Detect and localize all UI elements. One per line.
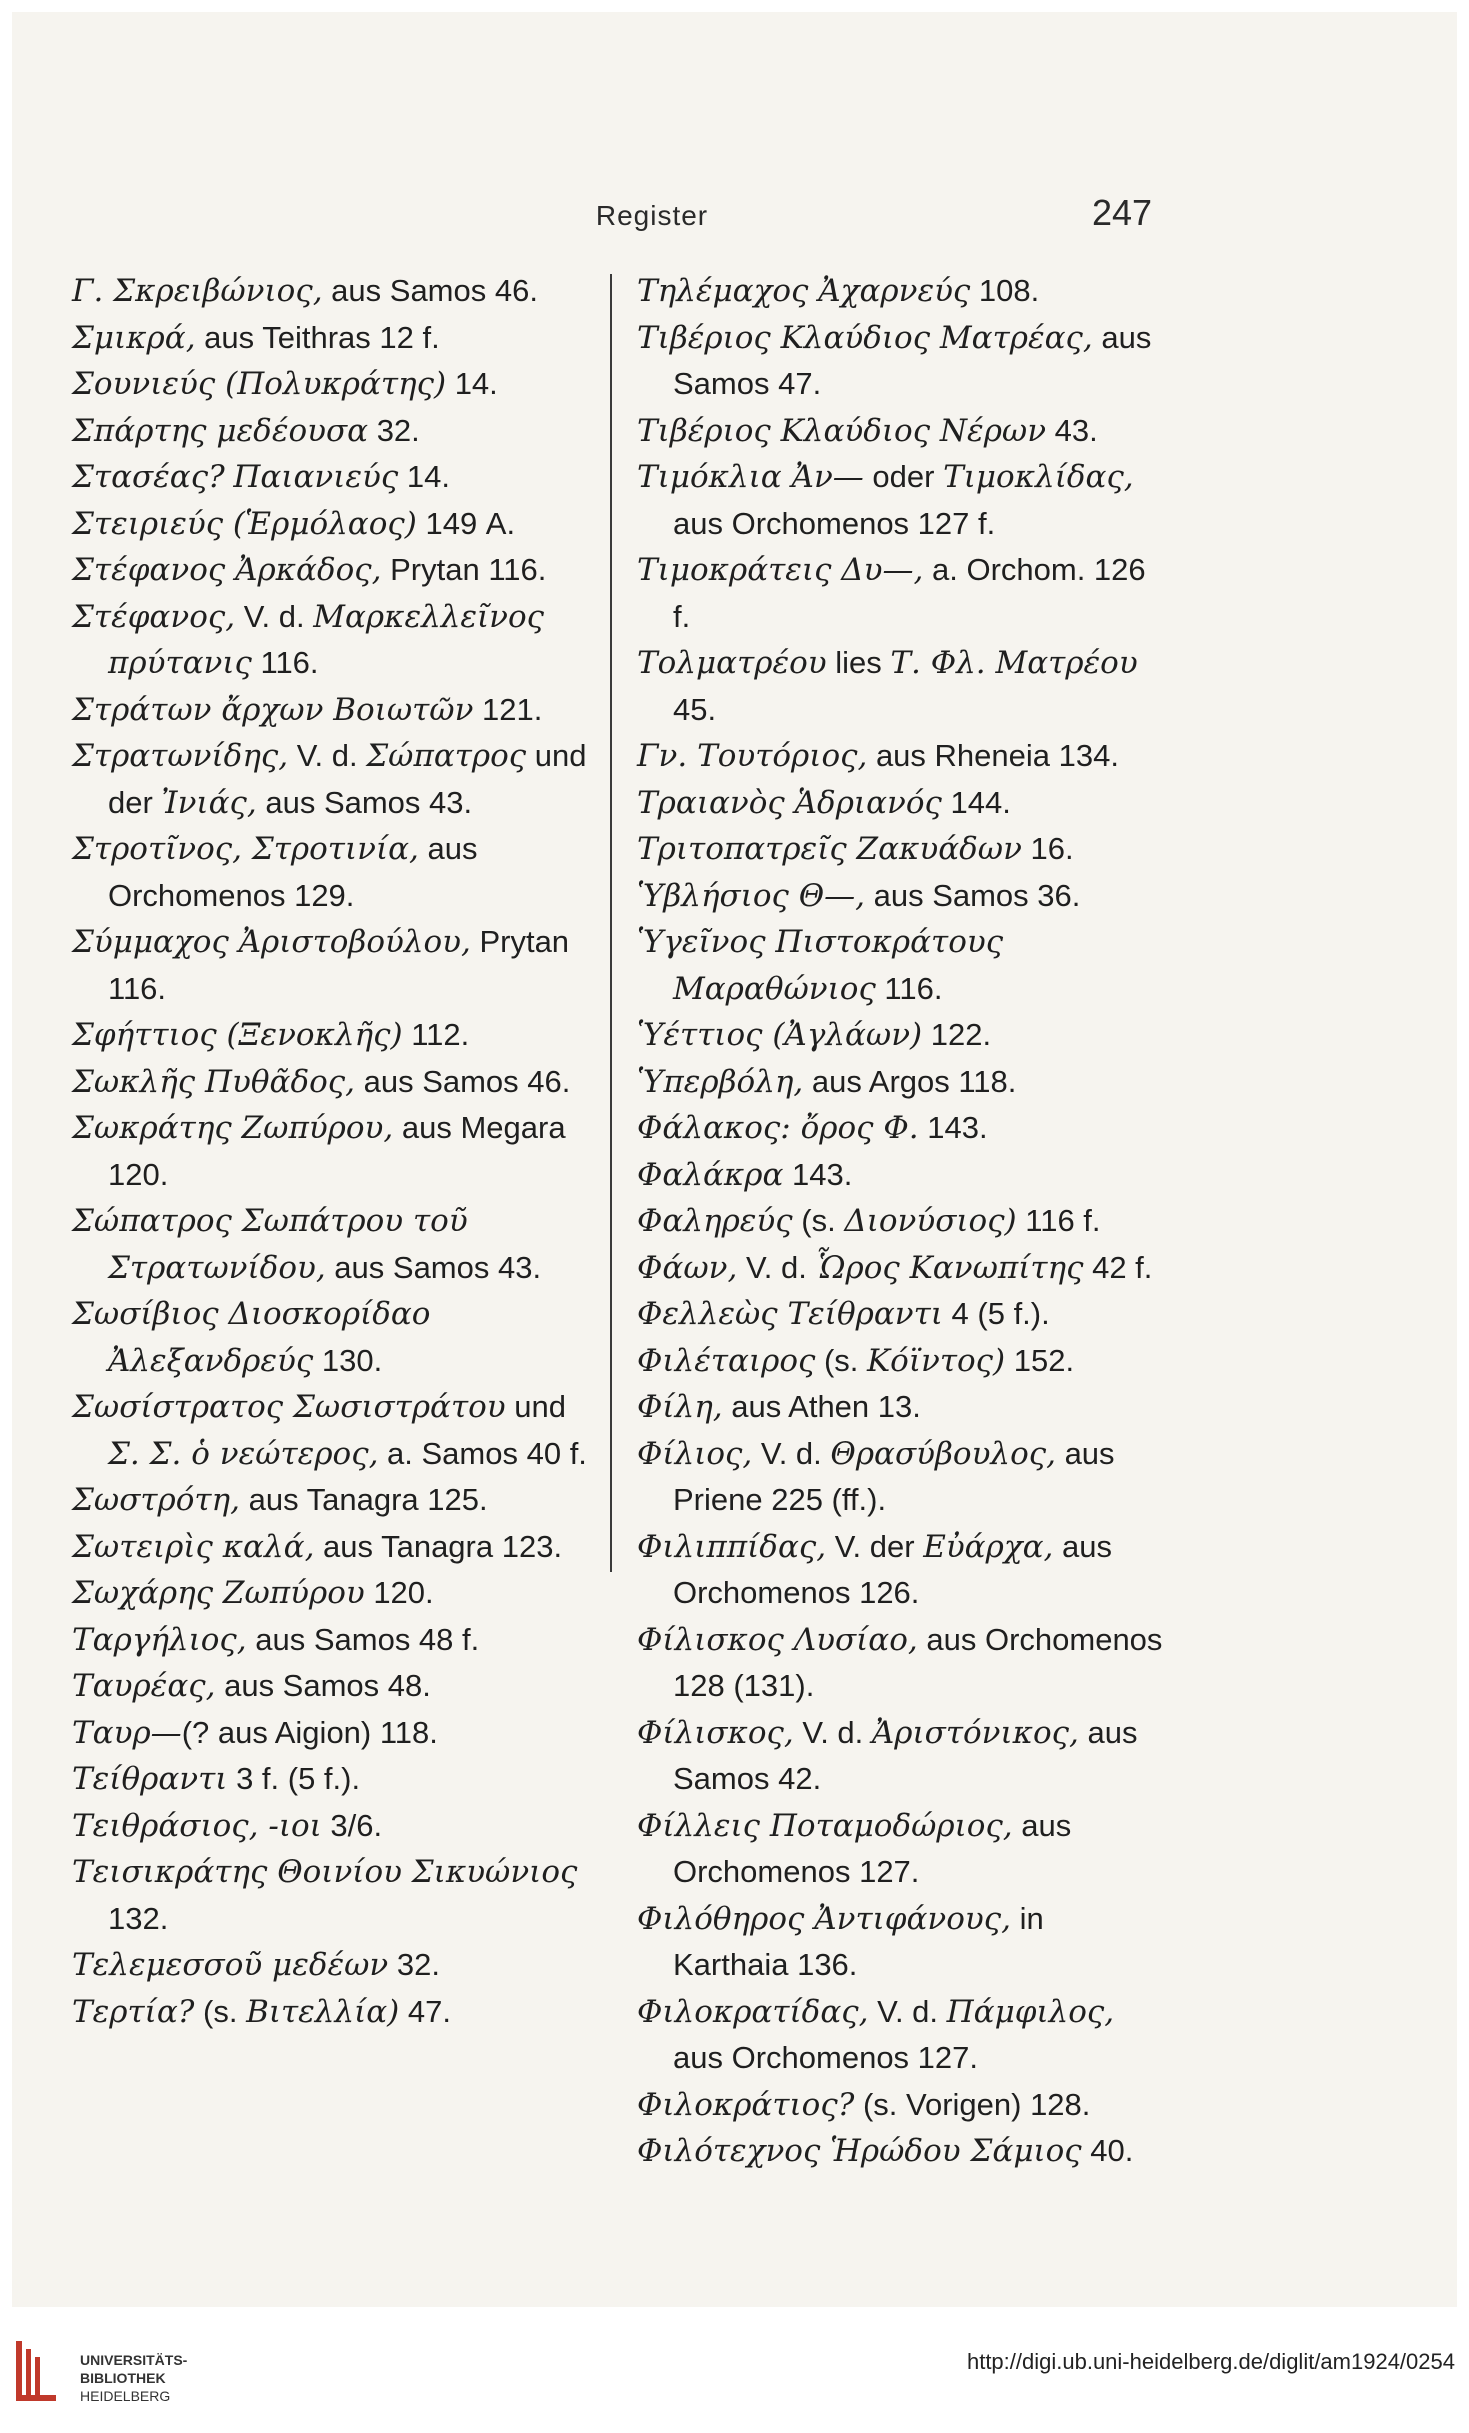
register-entry: [72, 1291, 602, 1384]
register-entry: [637, 1384, 1167, 1431]
greek-name: Φίλισκος,: [637, 1714, 794, 1751]
register-entry: [637, 1245, 1167, 1292]
register-entry: [72, 501, 602, 548]
entry-reference: V. d.: [793, 1714, 872, 1750]
entry-reference: 45.: [673, 691, 717, 727]
greek-name: Τολματρέου: [637, 645, 827, 681]
register-entry: [637, 826, 1167, 873]
entry-reference: 132.: [108, 1900, 169, 1936]
entry-reference: aus Megara 120.: [108, 1110, 566, 1192]
library-name-line3: HEIDELBERG: [80, 2388, 171, 2404]
greek-name: Ὑέττιος (Ἀγλάων): [637, 1017, 923, 1053]
register-entry: [637, 1524, 1167, 1617]
register-entry: [72, 1570, 602, 1617]
greek-name: Ταυρ—: [72, 1714, 182, 1751]
register-column-left: [72, 268, 602, 2035]
entry-reference: aus Rheneia 134.: [867, 738, 1119, 773]
register-entry: [637, 1198, 1167, 1245]
entry-reference: aus Tanagra 125.: [239, 1482, 488, 1517]
greek-name: Σωστρότη,: [72, 1482, 240, 1518]
register-entry: [72, 361, 602, 408]
register-entry: [637, 1105, 1167, 1152]
greek-name: Τιβέριος Κλαύδιος Νέρων: [637, 412, 1047, 449]
register-entry: [72, 268, 602, 315]
entry-reference: (s.: [815, 1342, 868, 1378]
greek-name: Στασέας?: [72, 459, 225, 495]
greek-name: Τιβέριος Κλαύδιος Ματρέας,: [637, 319, 1093, 356]
greek-name: Σωκλῆς Πυθᾶδος,: [72, 1063, 355, 1100]
greek-name: Τιμοκλίδας,: [943, 459, 1134, 495]
footer-bar: [0, 2307, 1469, 2433]
register-entry: [72, 315, 602, 362]
greek-name: Ὑγεῖνος Πιστοκράτους Μαραθώνιος: [637, 924, 1004, 1007]
greek-name: Φαλάκρα: [637, 1156, 784, 1193]
entry-reference: 14.: [446, 366, 498, 401]
greek-name: Φίλλεις Ποταμοδώριος,: [637, 1807, 1013, 1844]
register-entry: [72, 594, 602, 687]
entry-reference: V. d.: [288, 738, 367, 773]
entry-reference: 116.: [251, 645, 319, 680]
scanned-page: [12, 12, 1457, 2307]
entry-reference: aus Orchomenos 127 f.: [673, 505, 996, 541]
entry-reference: aus Orchomenos 127.: [673, 1807, 1072, 1889]
entry-reference: 116 f.: [1016, 1203, 1101, 1238]
library-name-line1: UNIVERSITÄTS-: [80, 2352, 188, 2368]
register-entry: [637, 1291, 1167, 1338]
entry-reference: V. d.: [737, 1249, 816, 1285]
entry-reference: 43.: [1046, 412, 1098, 448]
greek-name: Φαληρεύς: [637, 1203, 793, 1239]
greek-name: Σύμμαχος Ἀριστοβούλου,: [72, 924, 471, 960]
greek-name: Στέφανος Ἀρκάδος,: [72, 552, 382, 588]
register-entry: [72, 408, 602, 455]
greek-name: Ὧρος Κανωπίτης: [815, 1249, 1084, 1286]
greek-name: Παιανιεύς: [233, 459, 399, 495]
entry-reference: 108.: [970, 273, 1040, 308]
greek-name: Σφήττιος (Ξενοκλῆς): [72, 1017, 403, 1053]
register-entry: [72, 454, 602, 501]
greek-name: Θρασύβουλος,: [830, 1435, 1056, 1472]
register-entry: [637, 454, 1167, 547]
greek-name: Σουνιεύς (Πολυκράτης): [72, 366, 447, 402]
entry-reference: Prytan 116.: [381, 552, 547, 587]
entry-reference: oder: [863, 459, 944, 494]
register-entry: [637, 780, 1167, 827]
entry-reference: aus Argos 118.: [803, 1063, 1017, 1099]
entry-reference: aus Priene 225 (ff.).: [673, 1435, 1115, 1517]
greek-name: Τ. Φλ. Ματρέου: [890, 645, 1138, 681]
greek-name: Τιμοκράτεις Δυ—,: [637, 552, 924, 588]
greek-name: Γ. Σκρειβώνιος,: [72, 273, 323, 309]
greek-name: Στρατωνίδης,: [72, 738, 289, 774]
register-entry: [637, 1617, 1167, 1710]
greek-name: Κόϊντος): [867, 1342, 1006, 1379]
entry-reference: 122.: [922, 1017, 992, 1052]
greek-name: Φιλοκράτιος?: [637, 2086, 855, 2123]
entry-reference: Prytan 116.: [108, 924, 570, 1006]
register-entry: [72, 1198, 602, 1291]
greek-name: Εὐάρχα,: [923, 1528, 1054, 1565]
greek-name: Φάων,: [637, 1249, 738, 1286]
greek-name: Στειριεύς (Ἑρμόλαος): [72, 505, 417, 542]
register-entry: [72, 1617, 602, 1664]
entry-reference: 42 f.: [1083, 1249, 1153, 1285]
entry-reference: aus Orchomenos 128 (131).: [673, 1621, 1163, 1703]
greek-name: Σπάρτης μεδέουσα: [72, 412, 369, 449]
entry-reference: 120.: [364, 1575, 434, 1610]
library-name: [80, 2351, 187, 2405]
entry-reference: a. Samos 40 f.: [378, 1435, 587, 1471]
register-entry: [637, 1059, 1167, 1106]
greek-name: Τηλέμαχος Ἀχαρνεύς: [637, 273, 971, 309]
register-entry: [72, 687, 602, 734]
greek-name: Πάμφιλος,: [946, 1993, 1115, 2030]
greek-name: Στράτων ἄρχων Βοιωτῶν: [72, 691, 474, 728]
source-url-link[interactable]: http://digi.ub.uni-heidelberg.de/diglit/am1924/0254: [966, 2349, 1455, 2374]
entry-reference: aus Teithras 12 f.: [195, 319, 440, 355]
entry-reference: 14.: [398, 459, 450, 494]
entry-reference: aus Samos 48 f.: [246, 1621, 480, 1657]
register-entry: [637, 268, 1167, 315]
entry-reference: aus Tanagra 123.: [314, 1528, 563, 1564]
greek-name: Φάλακος: ὄρος Φ.: [637, 1110, 919, 1146]
greek-name: Ταυρέας,: [72, 1668, 216, 1704]
entry-reference: aus Samos 43.: [256, 784, 473, 820]
greek-name: Στέφανος,: [72, 598, 236, 635]
greek-name: Σωχάρης Ζωπύρου: [72, 1575, 365, 1611]
entry-reference: 152.: [1005, 1342, 1075, 1378]
entry-reference: 32.: [368, 412, 420, 448]
entry-reference: aus Samos 46.: [322, 273, 538, 308]
entry-reference: 149 A.: [416, 505, 516, 541]
entry-reference: aus Orchomenos 127.: [673, 2040, 979, 2075]
greek-name: Ὑβλήσιος Θ—,: [637, 877, 865, 914]
register-entry: [72, 547, 602, 594]
entry-reference: 112.: [402, 1017, 470, 1052]
entry-reference: aus Orchomenos 126.: [673, 1528, 1113, 1610]
register-entry: [637, 733, 1167, 780]
register-entry: [72, 1710, 602, 1757]
greek-name: Διονύσιος): [844, 1203, 1017, 1239]
entry-reference: V. d.: [868, 1993, 947, 2029]
register-entry: [637, 1896, 1167, 1989]
register-entry: [72, 1384, 602, 1477]
greek-name: Ἰνιάς,: [161, 784, 257, 821]
register-entry: [637, 547, 1167, 640]
column-divider: [610, 274, 612, 1572]
greek-name: Σωσίβιος Διοσκορίδαο Ἀλεξανδρεύς: [72, 1296, 431, 1379]
greek-name: Σωσίστρατος Σωσιστράτου: [72, 1389, 506, 1425]
entry-reference: aus Orchomenos 129.: [108, 831, 478, 913]
greek-name: Τειθράσιος, -ιοι: [72, 1807, 322, 1844]
greek-name: Φίλη,: [637, 1389, 723, 1425]
entry-reference: 116.: [875, 970, 943, 1006]
greek-name: Τεισικράτης Θοινίου Σικυώνιος: [72, 1854, 578, 1890]
greek-name: Σωκράτης Ζωπύρου,: [72, 1110, 394, 1146]
entry-reference: aus Athen 13.: [722, 1389, 921, 1424]
register-entry: [72, 1663, 602, 1710]
entry-reference: lies: [826, 645, 891, 680]
greek-name: Μαρκελλεῖνος πρύτανις: [108, 598, 545, 681]
greek-name: Φιλοκρατίδας,: [637, 1993, 869, 2030]
register-entry: [637, 315, 1167, 408]
entry-reference: (s. Vorigen) 128.: [854, 2086, 1091, 2122]
greek-name: Φιλόθηρος Ἀντιφάνους,: [637, 1900, 1011, 1937]
greek-name: Στροτῖνος, Στροτινία,: [72, 831, 419, 867]
greek-name: Σ. Σ. ὁ νεώτερος,: [108, 1435, 379, 1472]
greek-name: Ὑπερβόλη,: [637, 1063, 804, 1100]
greek-name: Φιλιππίδας,: [637, 1528, 827, 1565]
entry-reference: aus Samos 46.: [354, 1063, 571, 1099]
page-number: 247: [1092, 192, 1153, 233]
register-entry: [637, 1338, 1167, 1385]
library-logo-icon: [14, 2337, 64, 2407]
entry-reference: 32.: [388, 1947, 440, 1982]
register-entry: [72, 1105, 602, 1198]
register-entry: [637, 1803, 1167, 1896]
register-entry: [72, 1524, 602, 1571]
greek-name: Βιτελλία): [246, 1993, 400, 2030]
greek-name: Φίλιος,: [637, 1435, 753, 1472]
entry-reference: 130.: [313, 1342, 383, 1378]
register-entry: [637, 2128, 1167, 2175]
entry-reference: V. der: [826, 1528, 924, 1564]
register-entry: [637, 640, 1167, 733]
register-entry: [637, 919, 1167, 1012]
greek-name: Τιμόκλια Ἀν—: [637, 459, 864, 495]
greek-name: Φελλεὼς Τείθραντι: [637, 1296, 943, 1332]
greek-name: Τραιανὸς Ἁδριανός: [637, 784, 942, 821]
greek-name: Τελεμεσσοῦ μεδέων: [72, 1947, 389, 1983]
greek-name: Σώπατρος: [366, 738, 527, 774]
greek-name: Ἀριστόνικος,: [871, 1714, 1079, 1751]
library-name-line2: BIBLIOTHEK: [80, 2370, 166, 2386]
entry-reference: a. Orchom. 126 f.: [673, 552, 1146, 634]
entry-reference: 3/6.: [321, 1807, 383, 1843]
register-entry: [72, 826, 602, 919]
entry-reference: und der: [108, 738, 587, 820]
entry-reference: 143.: [918, 1110, 988, 1145]
greek-name: Τριτοπατρεῖς Ζακυάδων: [637, 831, 1022, 867]
register-entry: [637, 1989, 1167, 2082]
entry-reference: aus Samos 42.: [673, 1714, 1138, 1796]
entry-reference: 40.: [1081, 2133, 1134, 2168]
entry-reference: in Karthaia 136.: [673, 1900, 1044, 1982]
entry-reference: V. d.: [235, 598, 314, 634]
register-entry: [72, 919, 602, 1012]
register-entry: [637, 2082, 1167, 2129]
register-entry: [637, 1012, 1167, 1059]
register-entry: [637, 1431, 1167, 1524]
register-entry: [72, 1012, 602, 1059]
greek-name: Σμικρά,: [72, 319, 196, 356]
greek-name: Σώπατρος Σωπάτρου τοῦ Στρατωνίδου,: [72, 1203, 468, 1286]
entry-reference: 16.: [1021, 831, 1074, 866]
register-column-right: [637, 268, 1167, 2175]
entry-reference: 121.: [473, 691, 543, 727]
greek-name: Τερτία?: [72, 1993, 195, 2030]
running-header: Register: [595, 200, 709, 231]
greek-name: Γν. Τουτόριος,: [637, 738, 868, 774]
entry-reference: (s.: [792, 1203, 845, 1238]
register-entry: [72, 1942, 602, 1989]
entry-reference: aus Samos 36.: [864, 877, 1081, 913]
greek-name: Φιλότεχνος Ἡρώδου Σάμιος: [637, 2133, 1082, 2169]
register-entry: [637, 1710, 1167, 1803]
greek-name: Τείθραντι: [72, 1761, 228, 1797]
greek-name: Φιλέταιρος: [637, 1342, 816, 1379]
entry-reference: aus Samos 47.: [673, 319, 1152, 401]
greek-name: Σωτειρὶς καλά,: [72, 1528, 315, 1565]
entry-reference: 144.: [941, 784, 1011, 820]
entry-reference: (s.: [194, 1993, 247, 2029]
entry-reference: 4 (5 f.).: [942, 1296, 1050, 1331]
register-entry: [72, 1477, 602, 1524]
entry-reference: (? aus Aigion) 118.: [181, 1714, 438, 1750]
register-entry: [72, 1059, 602, 1106]
register-entry: [72, 1803, 602, 1850]
greek-name: Φίλισκος Λυσίαο,: [637, 1621, 918, 1658]
entry-reference: 3 f. (5 f.).: [227, 1761, 361, 1796]
register-entry: [72, 1989, 602, 2036]
entry-reference: aus Samos 43.: [325, 1249, 542, 1285]
register-entry: [637, 408, 1167, 455]
register-entry: [637, 1152, 1167, 1199]
entry-reference: 47.: [399, 1993, 451, 2029]
register-entry: [72, 733, 602, 826]
greek-name: Ταργήλιος,: [72, 1621, 247, 1658]
register-entry: [72, 1756, 602, 1803]
entry-reference: V. d.: [752, 1435, 831, 1471]
register-entry: [72, 1849, 602, 1942]
register-entry: [637, 873, 1167, 920]
entry-reference: und: [505, 1389, 566, 1424]
entry-reference: 143.: [783, 1156, 853, 1192]
entry-reference: aus Samos 48.: [215, 1668, 431, 1703]
